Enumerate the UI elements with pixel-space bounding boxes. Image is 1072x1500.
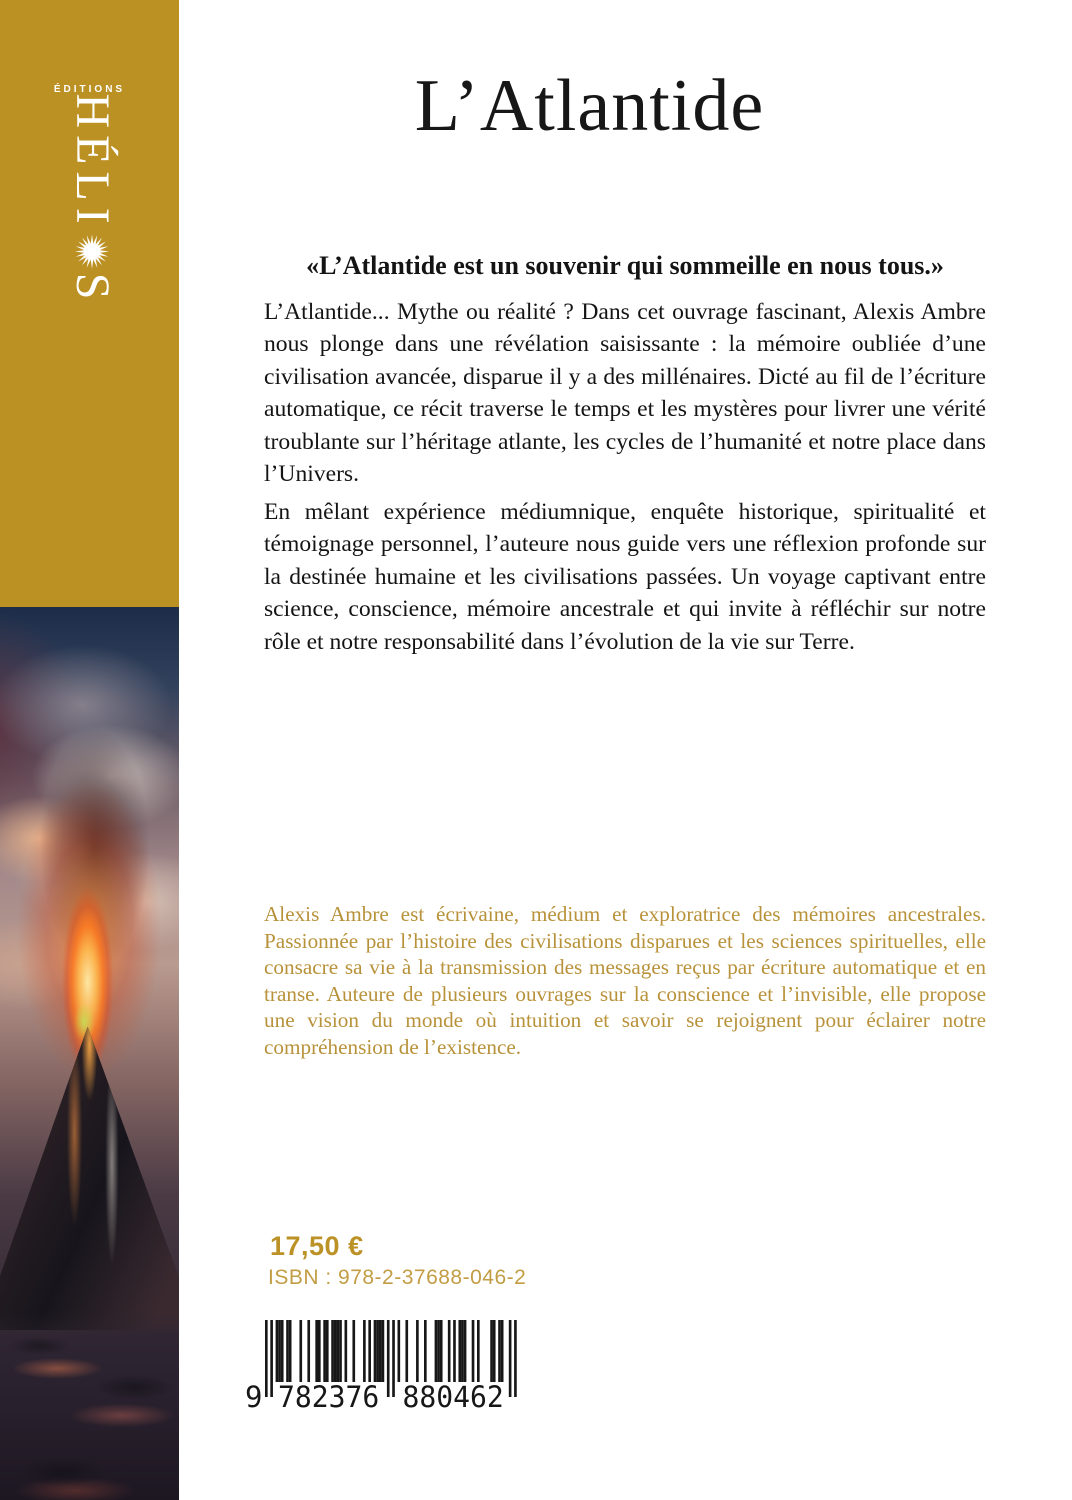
volcano-photo — [0, 607, 179, 1500]
cover-quote: «L’Atlantide est un souvenir qui sommeille en nous tous.» — [306, 251, 944, 280]
author-bio: Alexis Ambre est écrivaine, médium et exploratrice des mémoires ancestrales. Passionnée par l’histoire des civilisations disparues et les sciences spirituelles, elle consacre sa vie à la transmission des messages reçus par écriture automatique et en transe. Auteure de plusieurs ouvrages sur la conscience et l’invisible, elle propose une vision du monde où intuition et savoir se rejoignent pour éclairer notre compréhension de l’existence. — [264, 902, 986, 1059]
price-label: 17,50 € — [270, 1231, 364, 1261]
synopsis-paragraph-1: L’Atlantide... Mythe ou réalité ? Dans cet ouvrage fascinant, Alexis Ambre nous plonge dans une révélation saisissante : la mémoire oubliée d’une civilisation avancée, disparue il y a des millénaires. Dicté au fil de l’écriture automatique, ce récit traverse le temps et les mystères pour livrer une vérité troublante sur l’héritage atlante, les cycles de l’humanité et notre place dans l’Univers. — [264, 299, 986, 488]
svg-text:880462: 880462 — [402, 1380, 504, 1412]
water-layer — [0, 1312, 179, 1500]
synopsis-paragraph-2: En mêlant expérience médiumnique, enquête historique, spiritualité et témoignage personnel, l’auteure nous guide vers une réflexion profonde sur la destinée humaine et les civilisations passées. Un voyage captivant entre science, conscience, mémoire ancestrale et qui invite à réfléchir sur notre rôle et notre responsabilité dans l’évolution de la vie sur Terre. — [264, 499, 986, 655]
isbn-label: ISBN : 978-2-37688-046-2 — [268, 1266, 527, 1289]
book-title: L’Atlantide — [414, 65, 765, 147]
svg-text:9: 9 — [245, 1380, 263, 1412]
publisher-name-end: S — [65, 272, 119, 307]
editions-label: ÉDITIONS — [53, 84, 126, 95]
sun-icon — [64, 233, 112, 271]
spine-gold-panel — [0, 0, 179, 607]
publisher-name-start: HÉLI — [65, 93, 119, 231]
svg-text:782376: 782376 — [277, 1380, 380, 1412]
barcode — [245, 1320, 525, 1412]
spine-strip — [0, 0, 179, 1500]
